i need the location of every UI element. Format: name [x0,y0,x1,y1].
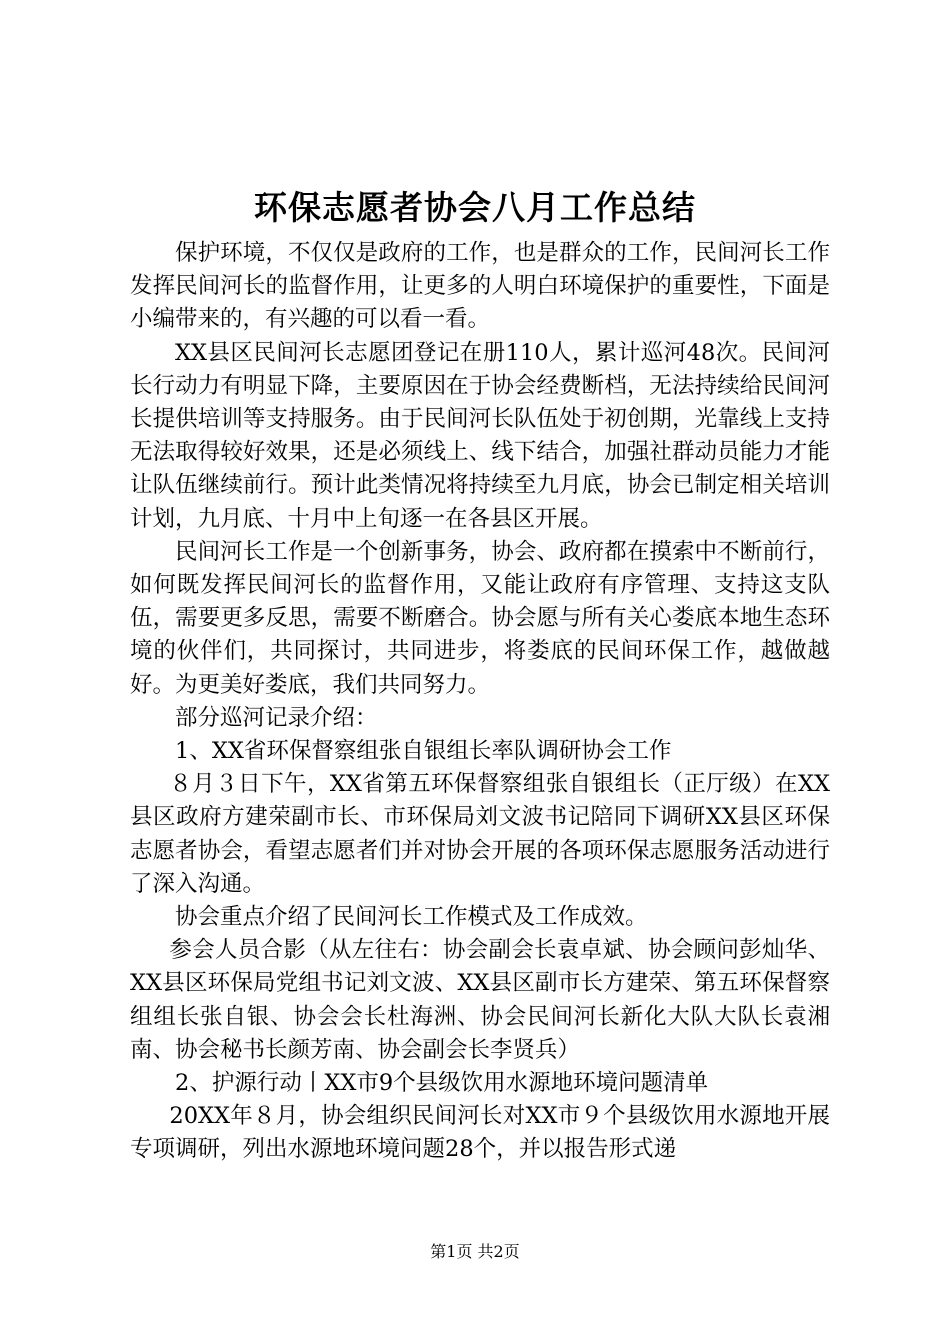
document-title: 环保志愿者协会八月工作总结 [254,188,696,227]
paragraph-innovation: 民间河长工作是一个创新事务，协会、政府都在摸索中不断前行，如何既发挥民间河长的监督作用，又能让政府有序管理、支持这支队伍，需要更多反思，需要不断磨合。协会愿与所有关心娄底本地生态环境的伙伴们，共同探讨，共同进步，将娄底的民间环保工作，越做越好。为更美好娄底，我们共同努力。 [130,538,830,698]
paragraph-intro: 保护环境，不仅仅是政府的工作，也是群众的工作，民间河长工作发挥民间河长的监督作用，让更多的人明白环境保护的重要性，下面是小编带来的，有兴趣的可以看一看。 [130,240,830,333]
paragraph-item-2-heading: 2、护源行动丨XX市9个县级饮用水源地环境问题清单 [175,1070,709,1097]
paragraph-records-heading: 部分巡河记录介绍： [175,704,378,731]
page-footer: 第1页 共2页 [430,1242,520,1261]
paragraph-volunteer-stats: XX县区民间河长志愿团登记在册110人，累计巡河48次。民间河长行动力有明显下降，主要原因在于协会经费断档，无法持续给民间河长提供培训等支持服务。由于民间河长队伍处于初创期，光靠线上支持无法取得较好效果，还是必须线上、线下结合，加强社群动员能力才能让队伍继续前行。预计此类情况将持续至九月底，协会已制定相关培训计划，九月底、十月中上旬逐一在各县区开展。 [130,339,830,532]
paragraph-item-2-detail: 20XX年８月，协会组织民间河长对XX市９个县级饮用水源地开展专项调研，列出水源地环境问题28个，并以报告形式递 [130,1103,830,1163]
paragraph-item-1-summary: 协会重点介绍了民间河长工作模式及工作成效。 [175,904,648,931]
paragraph-item-1-detail: ８月３日下午，XX省第五环保督察组张自银组长（正厅级）在XX县区政府方建荣副市长、市环保局刘文波书记陪同下调研XX县区环保志愿者协会，看望志愿者们并对协会开展的各项环保志愿服务活动进行了深入沟通。 [130,771,830,897]
document-body [130,237,830,1167]
paragraph-item-1-heading: 1、XX省环保督察组张自银组长率队调研协会工作 [175,738,672,765]
paragraph-photo-caption: 参会人员合影（从左往右：协会副会长袁卓斌、协会顾问彭灿华、XX县区环保局党组书记刘文波、XX县区副市长方建荣、第五环保督察组组长张自银、协会会长杜海洲、协会民间河长新化大队大队长袁湘南、协会秘书长颜芳南、协会副会长李贤兵） [130,937,830,1063]
